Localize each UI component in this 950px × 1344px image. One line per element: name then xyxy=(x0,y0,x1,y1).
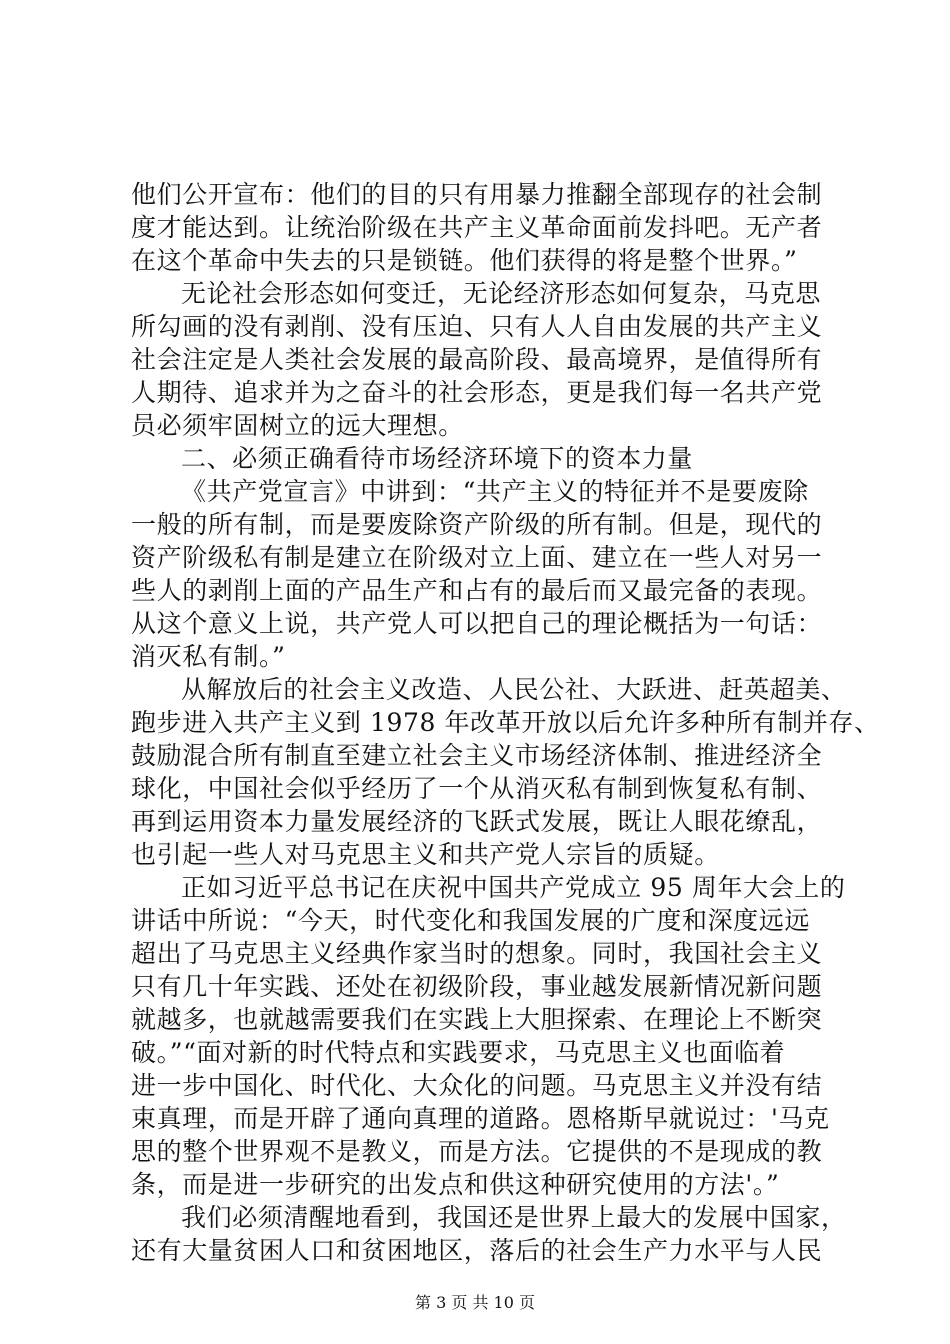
text-line: 再到运用资本力量发展经济的飞跃式发展，既让人眼花缭乱， xyxy=(131,807,823,836)
text-line: 资产阶级私有制是建立在阶级对立上面、建立在一些人对另一 xyxy=(131,543,823,572)
paragraph-first-line: 正如习近平总书记在庆祝中国共产党成立 95 周年大会上的 xyxy=(181,873,846,902)
paragraph-first-line: 《共产党宣言》中讲到：“共产主义的特征并不是要废除 xyxy=(181,477,809,506)
text-line: 在这个革命中失去的只是锁链。他们获得的将是整个世界。” xyxy=(131,246,798,275)
section-heading: 二、必须正确看待市场经济环境下的资本力量 xyxy=(181,444,694,473)
text-line: 只有几十年实践、还处在初级阶段，事业越发展新情况新问题 xyxy=(131,972,823,1001)
text-line: 讲话中所说：“今天，时代变化和我国发展的广度和深度远远 xyxy=(131,906,810,935)
text-line: 些人的剥削上面的产品生产和占有的最后而又最完备的表现。 xyxy=(131,576,823,605)
text-line: 他们公开宣布：他们的目的只有用暴力推翻全部现存的社会制 xyxy=(131,180,823,209)
page-number-footer: 第 3 页 共 10 页 xyxy=(415,1293,535,1312)
text-line: 鼓励混合所有制直至建立社会主义市场经济体制、推进经济全 xyxy=(131,741,823,770)
text-line: 还有大量贫困人口和贫困地区，落后的社会生产力水平与人民 xyxy=(131,1236,823,1265)
text-line: 所勾画的没有剥削、没有压迫、只有人人自由发展的共产主义 xyxy=(131,312,823,341)
text-line: 条，而是进一步研究的出发点和供这种研究使用的方法'。” xyxy=(131,1170,780,1199)
text-line: 进一步中国化、时代化、大众化的问题。马克思主义并没有结 xyxy=(131,1071,823,1100)
text-line: 超出了马克思主义经典作家当时的想象。同时，我国社会主义 xyxy=(131,939,823,968)
text-line: 破。”“面对新的时代特点和实践要求，马克思主义也面临着 xyxy=(131,1038,786,1067)
text-line: 束真理，而是开辟了通向真理的道路。恩格斯早就说过：'马克 xyxy=(131,1104,830,1133)
text-line: 从这个意义上说，共产党人可以把自己的理论概括为一句话： xyxy=(131,609,823,638)
text-line: 球化，中国社会似乎经历了一个从消灭私有制到恢复私有制、 xyxy=(131,774,823,803)
text-line: 员必须牢固树立的远大理想。 xyxy=(131,411,464,440)
text-line: 人期待、追求并为之奋斗的社会形态，更是我们每一名共产党 xyxy=(131,378,823,407)
text-line: 也引起一些人对马克思主义和共产党人宗旨的质疑。 xyxy=(131,840,720,869)
text-line: 社会注定是人类社会发展的最高阶段、最高境界，是值得所有 xyxy=(131,345,823,374)
paragraph-first-line: 从解放后的社会主义改造、人民公社、大跃进、赶英超美、 xyxy=(181,675,847,704)
paragraph-first-line: 无论社会形态如何变迁，无论经济形态如何复杂，马克思 xyxy=(181,279,822,308)
text-line: 一般的所有制，而是要废除资产阶级的所有制。但是，现代的 xyxy=(131,510,823,539)
text-line: 消灭私有制。” xyxy=(131,642,286,671)
text-line: 思的整个世界观不是教义，而是方法。它提供的不是现成的教 xyxy=(131,1137,823,1166)
paragraph-first-line: 我们必须清醒地看到，我国还是世界上最大的发展中国家， xyxy=(181,1203,847,1232)
text-line: 就越多，也就越需要我们在实践上大胆探索、在理论上不断突 xyxy=(131,1005,823,1034)
text-line: 度才能达到。让统治阶级在共产主义革命面前发抖吧。无产者 xyxy=(131,213,823,242)
text-line: 跑步进入共产主义到 1978 年改革开放以后允许多种所有制并存、 xyxy=(131,708,880,737)
